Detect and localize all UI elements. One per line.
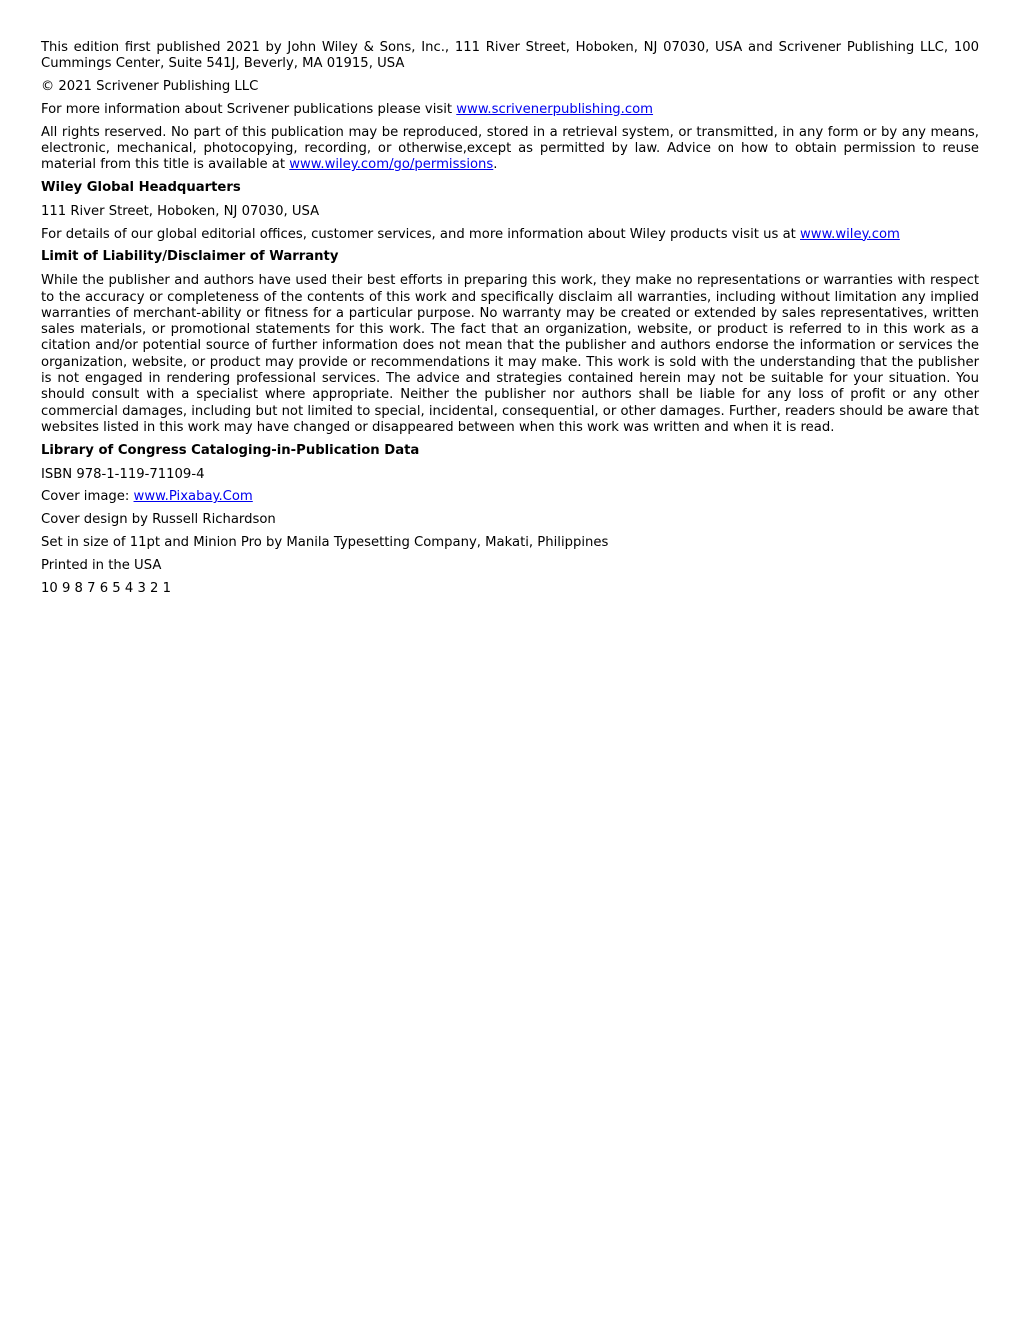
pixabay-link[interactable]: www.Pixabay.Com (133, 489, 253, 505)
cover-design: Cover design by Russell Richardson (41, 512, 276, 528)
cover-image-text: Cover image: (41, 489, 134, 505)
scrivener-link[interactable]: www.scrivenerpublishing.com (456, 101, 654, 117)
details-paragraph (41, 227, 979, 243)
details-text: For details of our global editorial offices, customer services, and more information about Wiley products visit us at (41, 226, 801, 242)
headquarters-address: 111 River Street, Hoboken, NJ 07030, USA (41, 203, 320, 219)
copyright-page (41, 40, 979, 603)
printed-in: Printed in the USA (41, 557, 162, 573)
rights-text: All rights reserved. No part of this publication may be reproduced, stored in a retrieval system, or transmitted, in any form or by any means, electronic, mechanical, photocopying, recording, or otherwise,except as permitted by law. Advice on how to obtain permission to reuse material from this title is available at (41, 124, 979, 173)
copyright-notice: © 2021 Scrivener Publishing LLC (41, 79, 259, 95)
cataloging-heading: Library of Congress Cataloging-in-Publication Data (41, 442, 420, 458)
liability-heading: Limit of Liability/Disclaimer of Warranty (41, 249, 339, 265)
edition-statement: This edition first published 2021 by John Wiley & Sons, Inc., 111 River Street, Hoboken, NJ 07030, USA and Scrivener Publishing LLC, 100 Cummings Center, Suite 541J, Beverly, MA 01915, USA (41, 40, 979, 72)
permissions-link[interactable]: www.wiley.com/go/permissions (289, 157, 494, 173)
print-line: 10 9 8 7 6 5 4 3 2 1 (41, 580, 172, 596)
rights-paragraph (41, 125, 979, 174)
typesetting: Set in size of 11pt and Minion Pro by Manila Typesetting Company, Makati, Philippines (41, 534, 609, 550)
liability-text: While the publisher and authors have used their best efforts in preparing this work, they make no representations or warranties with respect to the accuracy or completeness of the contents of this work and specifically disclaim all warranties, including without limitation any implied warranties of merchant-ability or fitness for a particular purpose. No warranty may be created or extended by sales representatives, written sales materials, or promotional statements for this work. The fact that an organization, website, or product is referred to in this work as a citation and/or potential source of further information does not mean that the publisher and authors endorse the information or services the organization, website, or product may provide or recommendations it may make. This work is sold with the understanding that the publisher is not engaged in rendering professional services. The advice and strategies contained herein may not be suitable for your situation. You should consult with a specialist where appropriate. Neither the publisher nor authors shall be liable for any loss of profit or any other commercial damages, including but not limited to special, incidental, consequential, or other damages. Further, readers should be aware that websites listed in this work may have changed or disappeared between when this work was written and when it is read. (41, 273, 980, 435)
more-info-text: For more information about Scrivener publications please visit (41, 101, 457, 117)
headquarters-heading: Wiley Global Headquarters (41, 180, 241, 196)
rights-suffix: . (493, 157, 498, 173)
more-info-paragraph (41, 102, 979, 118)
cover-image-paragraph (41, 489, 979, 505)
isbn: ISBN 978-1-119-71109-4 (41, 466, 205, 482)
wiley-link[interactable]: www.wiley.com (800, 226, 900, 242)
